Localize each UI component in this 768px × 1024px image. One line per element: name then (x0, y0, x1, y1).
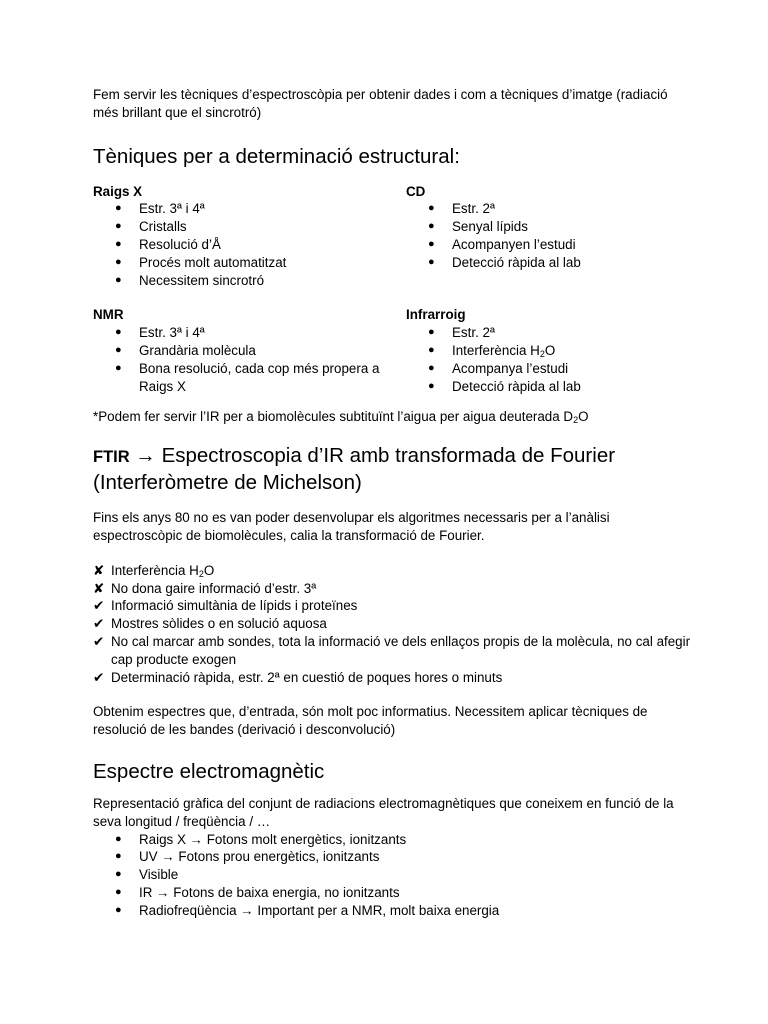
checkmark-icon: ✔ (93, 669, 105, 685)
check-item-text: Mostres sòlides o en solució aquosa (111, 616, 327, 632)
ftir-paragraph: Fins els anys 80 no es van poder desenvolupar els algoritmes necessaris per a l’anàlisi espectroscòpic de biomolècules, calia la transformació de Fourier. (93, 510, 610, 543)
list-item-tail: O (544, 342, 556, 358)
check-item (93, 633, 693, 669)
list-item: ● Acompanya l’estudi (406, 360, 696, 378)
bullet-list (93, 200, 406, 289)
section-cd (406, 183, 696, 290)
section-title: Infrarroig (406, 307, 466, 323)
list-item: ● Acompanyen l’estudi (406, 236, 696, 254)
list-item: ● Necessitem sincrotró (93, 272, 406, 290)
list-item: ● Bona resolució, cada cop més propera a Raigs X (93, 360, 406, 396)
structural-heading: Tèniques per a determinació estructural: (93, 144, 460, 168)
list-item-text: Interferència H (452, 342, 540, 358)
note-text: *Podem fer servir l’IR per a biomolècules subtituïnt l’aigua per aigua deuterada D (93, 409, 574, 425)
spectrum-paragraph: Representació gràfica del conjunt de radiacions electromagnètiques que coneixem en funció de la seva longitud / freqüència / … (93, 795, 674, 829)
list-item (406, 342, 696, 360)
check-item (93, 580, 693, 598)
checkmark-icon: ✔ (93, 598, 105, 614)
list-item: ● Radiofreqüència → Important per a NMR, molt baixa energia (93, 902, 693, 920)
subscript: 2 (573, 415, 579, 426)
subscript: 2 (539, 348, 545, 359)
section-title: NMR (93, 307, 124, 323)
list-item: ● Detecció ràpida al lab (406, 254, 696, 272)
list-item: ● IR → Fotons de baixa energia, no ionitzants (93, 884, 693, 902)
list-item: ● Raigs X → Fotons molt energètics, ionitzants (93, 831, 693, 849)
check-item-text: Interferència $H_2O$ (111, 562, 215, 579)
list-item: ● Resolució d’Å (93, 236, 406, 254)
list-item: ● Visible (93, 866, 693, 884)
list-item: ● Estr. 2ª (406, 324, 696, 342)
list-item: ● Detecció ràpida al lab (406, 378, 696, 396)
check-item (93, 669, 693, 687)
techniques-grid (93, 183, 693, 396)
spectrum-list (93, 831, 693, 920)
list-item: ● UV → Fotons prou energètics, ionitzants (93, 848, 693, 866)
section-title: Raigs X (93, 183, 143, 199)
cross-icon: ✘ (93, 562, 105, 578)
spectrum-heading: Espectre electromagnètic (93, 759, 325, 783)
ftir-label: FTIR (93, 448, 130, 467)
check-item-text: Informació simultània de lípids i proteïnes (111, 598, 358, 614)
bullet-list (406, 200, 696, 271)
list-item: ● Grandària molècula (93, 342, 406, 360)
check-item-text: No cal marcar amb sondes, tota la informació ve dels enllaços propis de la molècula, no cal afegir cap producte exogen (111, 633, 691, 667)
checkmark-icon: ✔ (93, 633, 105, 649)
list-item: ● Cristalls (93, 218, 406, 236)
ftir-heading (93, 443, 693, 496)
subscript: 2 (198, 568, 204, 579)
ftir-checklist (93, 562, 693, 687)
note-paragraph (93, 408, 693, 426)
list-item: ● Senyal lípids (406, 218, 696, 236)
list-item: ● Procés molt automatitzat (93, 254, 406, 272)
check-item-text: No dona gaire informació d’estr. 3ª (111, 580, 317, 596)
ftir-heading-text: → Espectroscopia d’IR amb transformada de Fourier (Interferòmetre de Michelson) (93, 444, 616, 495)
note-tail: O (578, 409, 589, 425)
section-nmr (93, 306, 406, 395)
section-infrarroig (406, 306, 696, 395)
section-title: CD (406, 183, 426, 199)
list-item: ● Estr. 3ª i 4ª (93, 324, 406, 342)
document-page (93, 86, 693, 920)
cross-icon: ✘ (93, 580, 105, 596)
list-item: ● Estr. 2ª (406, 200, 696, 218)
checkmark-icon: ✔ (93, 616, 105, 632)
bullet-list (93, 324, 406, 395)
list-item: ● Estr. 3ª i 4ª (93, 200, 406, 218)
check-item (93, 615, 693, 633)
intro-paragraph: Fem servir les tècniques d’espectroscòpia per obtenir dades i com a tècniques d’imatge (radiació més brillant que el sincrotró) (93, 87, 668, 120)
check-item (93, 562, 693, 580)
check-item (93, 597, 693, 615)
ftir-closing-paragraph: Obtenim espectres que, d’entrada, són molt poc informatius. Necessitem aplicar tècniques de resolució de les bandes (derivació i desconvolució) (93, 704, 648, 738)
check-item-text: Determinació ràpida, estr. 2ª en cuestió de poques hores o minuts (111, 669, 503, 685)
bullet-list (406, 324, 696, 395)
section-raigs-x (93, 183, 406, 290)
